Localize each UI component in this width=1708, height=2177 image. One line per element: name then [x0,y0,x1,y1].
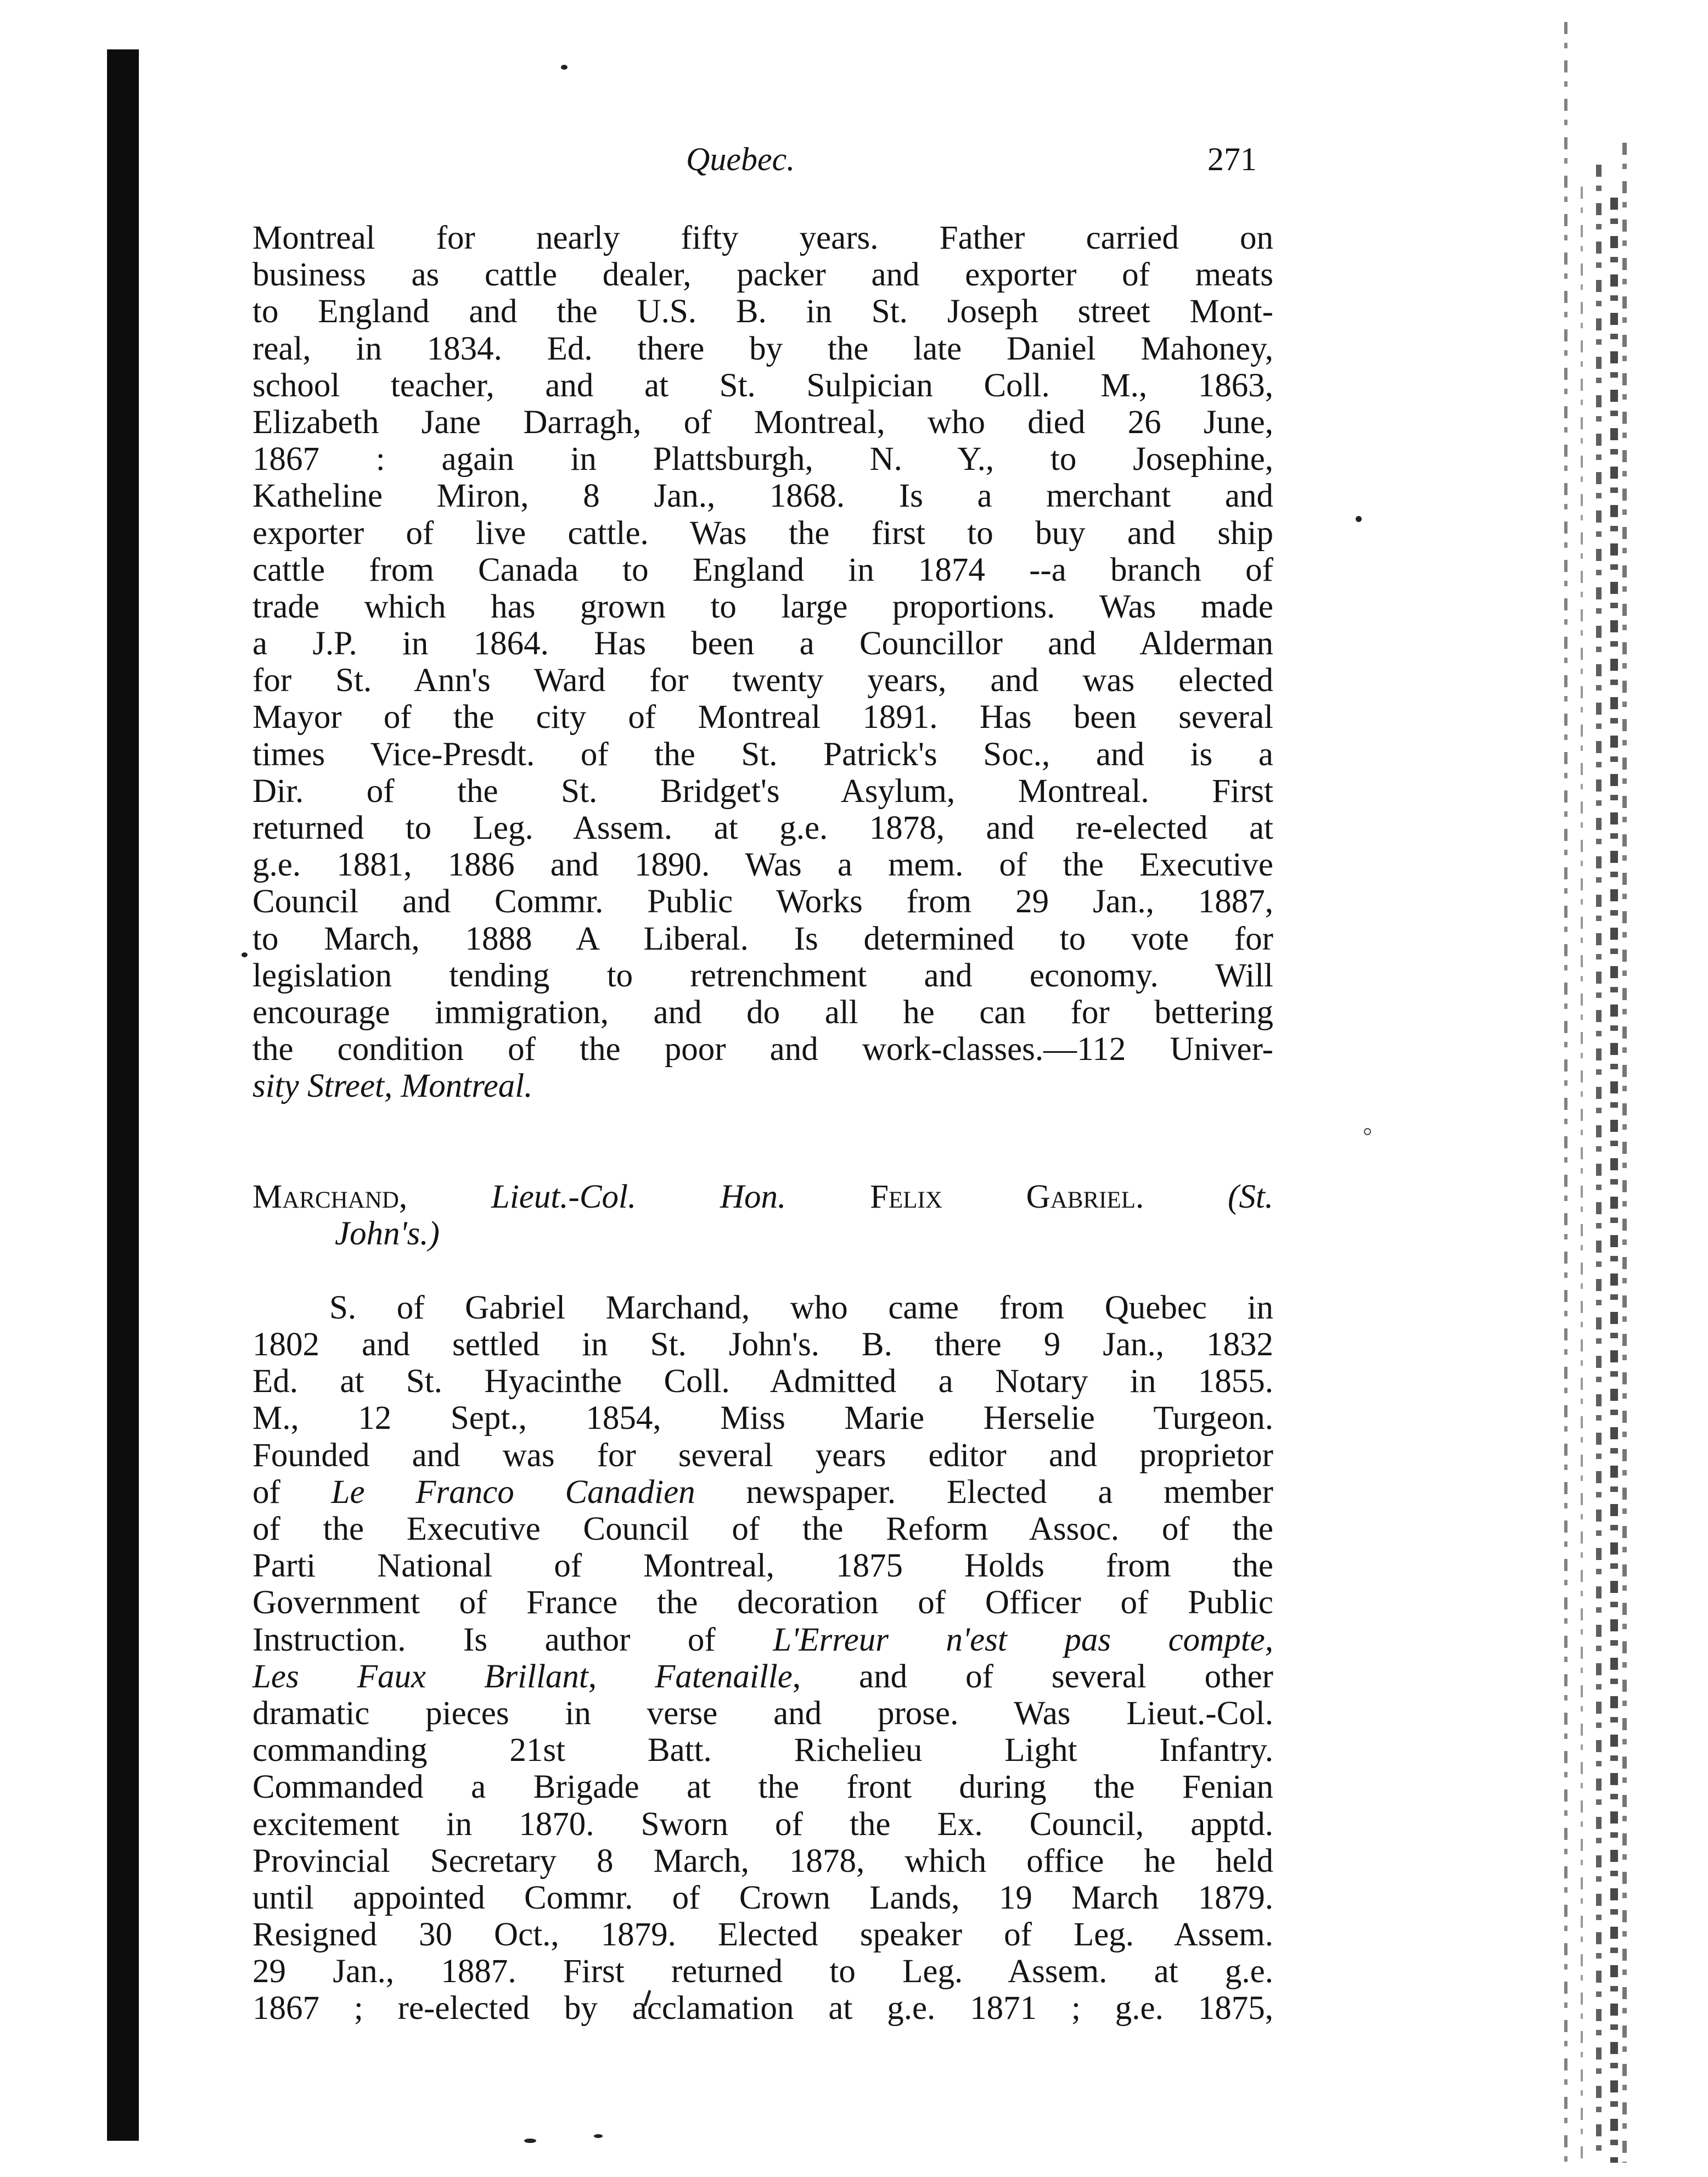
scan-speck [561,65,568,70]
text-line-works [252,1658,1273,1695]
work-title: Fatenaille [655,1658,793,1695]
text-line: Ed. at St. Hyacinthe Coll. Admitted a Notary in 1855. [252,1363,1273,1400]
text-line: until appointed Commr. of Crown Lands, 19 March 1879. [252,1879,1273,1916]
text-line: school teacher, and at St. Sulpician Coll. M., 1863, [252,367,1273,404]
text-line: encourage immigration, and do all he can for bettering [252,994,1273,1031]
text-line-works [252,1621,1273,1658]
text-line: of the Executive Council of the Reform Assoc. of the [252,1511,1273,1547]
text-line: to England and the U.S. B. in St. Joseph street Mont- [252,293,1273,330]
marchand-biography [252,1289,1273,2027]
body-text [252,220,1273,2027]
text-line: exporter of live cattle. Was the first to buy and ship [252,514,1273,552]
text-line: business as cattle dealer, packer and exporter of meats [252,256,1273,294]
text-line: a J.P. in 1864. Has been a Councillor and Alderman [252,625,1273,663]
text-line: Founded and was for several years editor and proprietor [252,1437,1273,1474]
scan-speck [241,952,248,957]
entry-surname: Marchand, [252,1178,408,1215]
entry-constituency-close: John's.) [335,1215,440,1252]
scan-speck [594,2134,603,2138]
address-line [252,1068,1273,1104]
text-run: , and of several other [792,1658,1273,1695]
text-line: 1867 ; re-elected by acclamation at g.e. 1871 ; g.e. 1875, [252,1990,1273,2027]
text-line: Commanded a Brigade at the front during the Fenian [252,1769,1273,1806]
text-line: to March, 1888 A Liberal. Is determined to vote for [252,920,1273,957]
entry-heading-line [252,1179,1273,1215]
text-line: Resigned 30 Oct., 1879. Elected speaker of Leg. Assem. [252,1916,1273,1954]
text-run: , [588,1658,655,1695]
text-line: 29 Jan., 1887. First returned to Leg. Assem. at g.e. [252,1953,1273,1990]
running-head: Quebec. [686,141,795,177]
text-line: S. of Gabriel Marchand, who came from Quebec in [329,1289,1273,1326]
entry-heading-line [252,1215,1273,1252]
text-line: Mayor of the city of Montreal 1891. Has been several [252,699,1273,736]
scan-binding-shadow [107,49,139,2141]
page-header [252,141,1273,190]
address-italic: sity Street, Montreal. [252,1068,533,1105]
text-line: Council and Commr. Public Works from 29 Jan., 1887, [252,883,1273,921]
text-line: Parti National of Montreal, 1875 Holds from the [252,1547,1273,1585]
text-run: newspaper. Elected a member [695,1473,1273,1511]
text-line: M., 12 Sept., 1854, Miss Marie Herselie Turgeon. [252,1400,1273,1437]
text-run: of [252,1473,332,1511]
entry-heading-marchand [252,1179,1273,1252]
text-line: commanding 21st Batt. Richelieu Light Infantry. [252,1732,1273,1769]
work-title: Les Faux Brillant [252,1658,588,1695]
scan-speck [524,2139,536,2143]
text-run: Instruction. Is author of [252,1621,773,1658]
text-line: trade which has grown to large proportions. Was made [252,588,1273,625]
work-title: L'Erreur n'est pas compte, [773,1621,1273,1658]
scan-page-edge [1542,22,1630,2163]
text-line: legislation tending to retrenchment and economy. Will [252,957,1273,994]
text-line-newspaper [252,1474,1273,1511]
text-line: dramatic pieces in verse and prose. Was Lieut.-Col. [252,1695,1273,1732]
scan-speck [1364,1128,1371,1135]
entry-given-names: Felix Gabriel. [870,1178,1144,1215]
text-line: 1802 and settled in St. John's. B. there 9 Jan., 1832 [252,1326,1273,1364]
text-line: excitement in 1870. Sworn of the Ex. Council, apptd. [252,1805,1273,1843]
newspaper-title: Le Franco Canadien [331,1473,695,1511]
text-line: cattle from Canada to England in 1874 --a branch of [252,551,1273,588]
text-line: Katheline Miron, 8 Jan., 1868. Is a merchant and [252,478,1273,515]
continued-biography-entry [252,220,1273,1105]
text-line: real, in 1834. Ed. there by the late Daniel Mahoney, [252,330,1273,367]
text-line: the condition of the poor and work-classes.—112 Univer- [252,1031,1273,1068]
text-line: Elizabeth Jane Darragh, of Montreal, who died 26 June, [252,403,1273,441]
text-line: returned to Leg. Assem. at g.e. 1878, and re-elected at [252,810,1273,846]
text-line: Dir. of the St. Bridget's Asylum, Montreal. First [252,772,1273,810]
text-line: Montreal for nearly fifty years. Father carried on [252,220,1273,256]
text-line: Government of France the decoration of Officer of Public [252,1584,1273,1621]
text-line: Provincial Secretary 8 March, 1878, which office he held [252,1842,1273,1879]
text-line: 1867 : again in Plattsburgh, N. Y., to Josephine, [252,441,1273,478]
entry-constituency-open: (St. [1228,1178,1274,1215]
text-line: times Vice-Presdt. of the St. Patrick's Soc., and is a [252,736,1273,773]
scan-speck [1356,516,1362,522]
entry-rank: Lieut.-Col. Hon. [491,1178,786,1215]
text-line: g.e. 1881, 1886 and 1890. Was a mem. of the Executive [252,846,1273,884]
text-line: for St. Ann's Ward for twenty years, and was elected [252,662,1273,699]
page-number: 271 [1207,141,1257,177]
